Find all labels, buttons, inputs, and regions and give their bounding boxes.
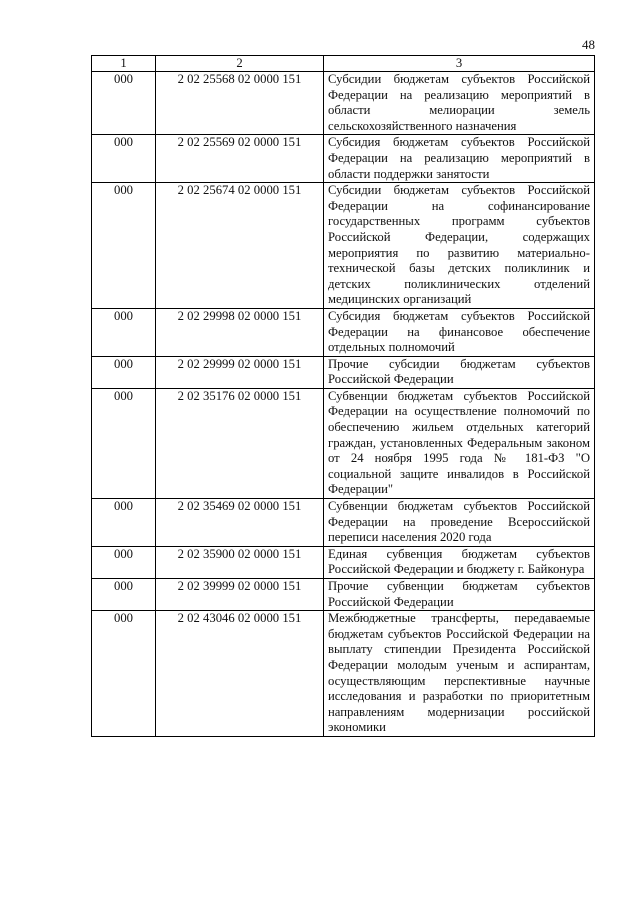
revenue-name-cell: Субвенции бюджетам субъектов Российской Федерации на проведение Всероссийской переписи населения 2020 года xyxy=(324,499,595,547)
column-header-2: 2 xyxy=(156,56,324,72)
revenue-code-cell: 2 02 43046 02 0000 151 xyxy=(156,611,324,737)
admin-code-cell: 000 xyxy=(92,546,156,578)
table-row xyxy=(92,356,595,388)
admin-code-cell: 000 xyxy=(92,135,156,183)
revenue-name-cell: Единая субвенция бюджетам субъектов Российской Федерации и бюджету г. Байконура xyxy=(324,546,595,578)
revenue-name-cell: Субсидии бюджетам субъектов Российской Федерации на реализацию мероприятий в области мелиорации земель сельскохозяйственного назначения xyxy=(324,72,595,135)
revenue-name-cell: Межбюджетные трансферты, передаваемые бюджетам субъектов Российской Федерации на выплату стипендии Президента Российской Федерации молодым ученым и аспирантам, осуществляющим перспективные научные исследования и разработки по приоритетным направлениям модернизации российской экономики xyxy=(324,611,595,737)
table-row xyxy=(92,183,595,309)
revenue-code-cell: 2 02 29999 02 0000 151 xyxy=(156,356,324,388)
table-header xyxy=(92,56,595,72)
admin-code-cell: 000 xyxy=(92,72,156,135)
budget-codes-table xyxy=(91,55,595,737)
table-body xyxy=(92,72,595,737)
admin-code-cell: 000 xyxy=(92,388,156,498)
revenue-code-cell: 2 02 35176 02 0000 151 xyxy=(156,388,324,498)
page-number: 48 xyxy=(582,37,595,52)
table-row xyxy=(92,135,595,183)
revenue-code-cell: 2 02 29998 02 0000 151 xyxy=(156,308,324,356)
table-row xyxy=(92,579,595,611)
admin-code-cell: 000 xyxy=(92,183,156,309)
header-row xyxy=(92,56,595,72)
table-row xyxy=(92,72,595,135)
table-row xyxy=(92,611,595,737)
revenue-name-cell: Субсидия бюджетам субъектов Российской Федерации на финансовое обеспечение отдельных полномочий xyxy=(324,308,595,356)
admin-code-cell: 000 xyxy=(92,356,156,388)
column-header-1: 1 xyxy=(92,56,156,72)
table-row xyxy=(92,388,595,498)
revenue-name-cell: Субсидия бюджетам субъектов Российской Федерации на реализацию мероприятий в области поддержки занятости xyxy=(324,135,595,183)
revenue-code-cell: 2 02 39999 02 0000 151 xyxy=(156,579,324,611)
column-header-3: 3 xyxy=(324,56,595,72)
admin-code-cell: 000 xyxy=(92,611,156,737)
revenue-code-cell: 2 02 25568 02 0000 151 xyxy=(156,72,324,135)
revenue-code-cell: 2 02 25674 02 0000 151 xyxy=(156,183,324,309)
table-row xyxy=(92,308,595,356)
table-row xyxy=(92,499,595,547)
table-row xyxy=(92,546,595,578)
revenue-code-cell: 2 02 25569 02 0000 151 xyxy=(156,135,324,183)
revenue-name-cell: Прочие субсидии бюджетам субъектов Российской Федерации xyxy=(324,356,595,388)
revenue-code-cell: 2 02 35469 02 0000 151 xyxy=(156,499,324,547)
revenue-code-cell: 2 02 35900 02 0000 151 xyxy=(156,546,324,578)
revenue-name-cell: Субвенции бюджетам субъектов Российской Федерации на осуществление полномочий по обеспечению жильем отдельных категорий граждан, установленных Федеральным законом от 24 ноября 1995 года № 181-ФЗ "О социальной защите инвалидов в Российской Федерации" xyxy=(324,388,595,498)
admin-code-cell: 000 xyxy=(92,579,156,611)
revenue-name-cell: Прочие субвенции бюджетам субъектов Российской Федерации xyxy=(324,579,595,611)
admin-code-cell: 000 xyxy=(92,308,156,356)
revenue-name-cell: Субсидии бюджетам субъектов Российской Федерации на софинансирование государственных программ субъектов Российской Федерации, содержащих мероприятия по развитию материально-технической базы детских поликлиник и детских поликлинических отделений медицинских организаций xyxy=(324,183,595,309)
admin-code-cell: 000 xyxy=(92,499,156,547)
